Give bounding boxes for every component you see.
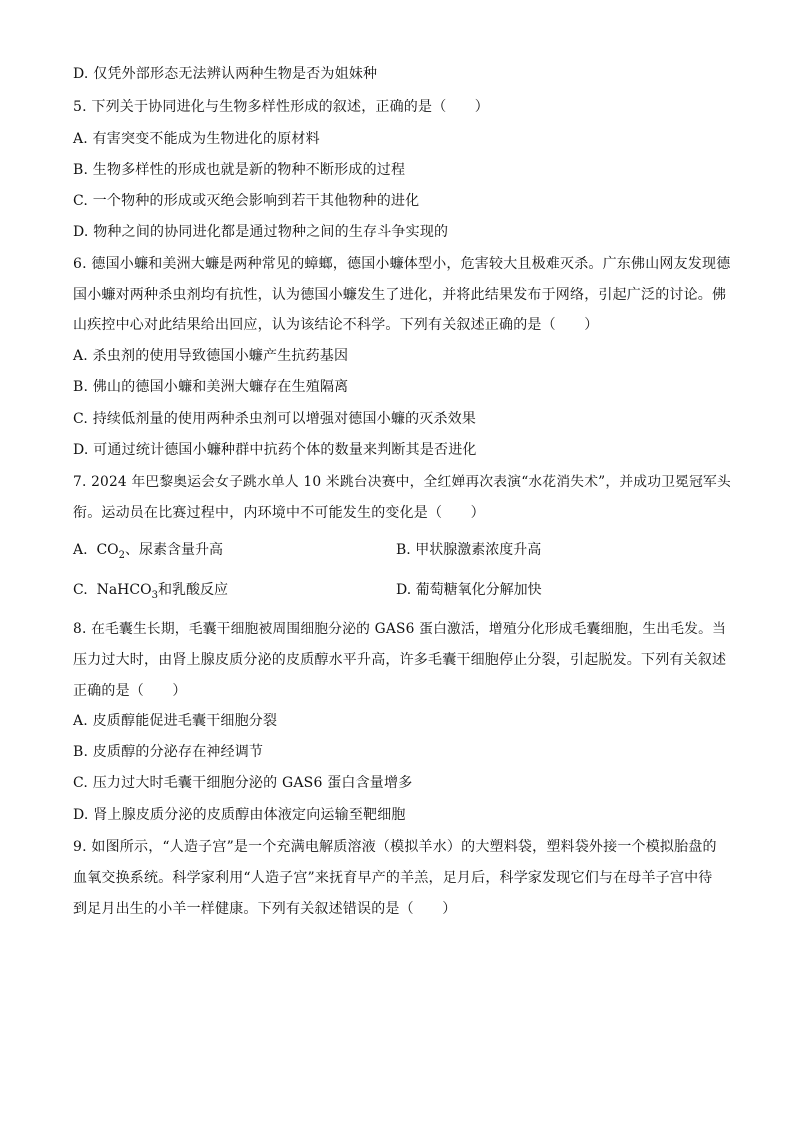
q7-option-c [73,580,228,600]
option-label: C. [73,582,88,598]
option-text: 、尿素含量升高 [125,542,224,558]
q8-option-b: B. 皮质醇的分泌存在神经调节 [73,744,264,760]
q6-option-d: D. 可通过统计德国小蠊种群中抗药个体的数量来判断其是否进化 [73,442,477,458]
q8-stem-line-3: 正确的是（ ） [73,683,187,699]
q4-option-d: D. 仅凭外部形态无法辨认两种生物是否为姐妹种 [73,66,378,82]
formula-subscript: 2 [118,549,126,561]
chemical-formula: CO [96,542,119,558]
q6-stem-line-2: 国小蠊对两种杀虫剂均有抗性，认为德国小蠊发生了进化，并将此结果发布于网络，引起广泛的讨论。佛 [73,287,727,303]
q9-stem-line-1: 9. 如图所示，“人造子宫”是一个充满电解质溶液（模拟羊水）的大塑料袋，塑料袋外接一个模拟胎盘的 [73,839,717,855]
q6-option-c: C. 持续低剂量的使用两种杀虫剂可以增强对德国小蠊的灭杀效果 [73,411,477,427]
chemical-formula: NaHCO [96,582,152,598]
q5-option-c: C. 一个物种的形成或灭绝会影响到若干其他物种的进化 [73,193,420,209]
q8-option-c: C. 压力过大时毛囊干细胞分泌的 GAS6 蛋白含量增多 [73,775,413,791]
q8-stem-line-2: 压力过大时，由肾上腺皮质分泌的皮质醇水平升高，许多毛囊干细胞停止分裂，引起脱发。下列有关叙述 [73,652,727,668]
q8-stem-line-1: 8. 在毛囊生长期，毛囊干细胞被周围细胞分泌的 GAS6 蛋白激活，增殖分化形成毛囊细胞，生出毛发。当 [73,621,727,637]
q7-stem-line-2: 衔。运动员在比赛过程中，内环境中不可能发生的变化是（ ） [73,505,485,521]
q7-option-d: D. 葡萄糖氧化分解加快 [396,582,542,598]
q5-option-d: D. 物种之间的协同进化都是通过物种之间的生存斗争实现的 [73,224,449,240]
q5-stem: 5. 下列关于协同进化与生物多样性形成的叙述，正确的是（ ） [73,99,490,115]
q9-stem-line-3: 到足月出生的小羊一样健康。下列有关叙述错误的是（ ） [73,901,457,917]
q7-option-a [73,540,223,560]
q8-option-a: A. 皮质醇能促进毛囊干细胞分裂 [73,713,278,729]
q6-option-a: A. 杀虫剂的使用导致德国小蠊产生抗药基因 [73,348,349,364]
q7-stem-line-1: 7. 2024 年巴黎奥运会女子跳水单人 10 米跳台决赛中，全红婵再次表演“水花消失术”，并成功卫冕冠军头 [73,474,731,490]
q6-option-b: B. 佛山的德国小蠊和美洲大蠊存在生殖隔离 [73,379,349,395]
q9-stem-line-2: 血氧交换系统。科学家利用“人造子宫”来抚育早产的羊羔，足月后，科学家发现它们与在母羊子宫中待 [73,870,713,886]
q5-option-a: A. 有害突变不能成为生物进化的原材料 [73,131,320,147]
q7-option-b: B. 甲状腺激素浓度升高 [396,542,542,558]
q6-stem-line-3: 山疾控中心对此结果给出回应，认为该结论不科学。下列有关叙述正确的是（ ） [73,317,599,333]
option-text: 和乳酸反应 [157,582,228,598]
q8-option-d: D. 肾上腺皮质分泌的皮质醇由体液定向运输至靶细胞 [73,807,406,823]
q6-stem-line-1: 6. 德国小蠊和美洲大蠊是两种常见的蟑螂，德国小蠊体型小，危害较大且极难灭杀。广东佛山网友发现德 [73,256,731,272]
q5-option-b: B. 生物多样性的形成也就是新的物种不断形成的过程 [73,162,406,178]
formula-subscript: 3 [151,589,158,601]
option-label: A. [73,542,88,558]
